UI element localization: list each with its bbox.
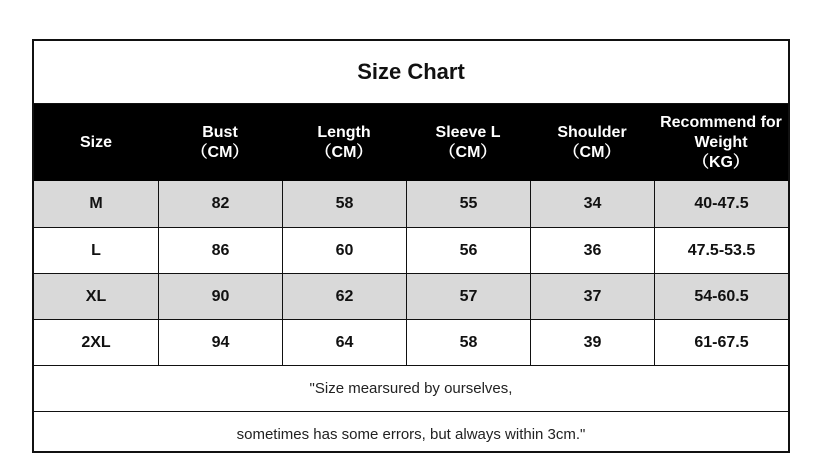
cell-sleeve: 58	[406, 320, 530, 365]
header-label: Weight	[694, 133, 748, 151]
header-label: Sleeve L	[435, 123, 501, 141]
note-line-1: "Size mearsured by ourselves,	[34, 365, 788, 411]
table-body	[34, 181, 788, 365]
header-unit: （CM）	[563, 143, 621, 161]
cell-bust: 94	[158, 320, 282, 365]
header-weight	[654, 104, 788, 181]
cell-length: 60	[282, 228, 406, 273]
cell-size: XL	[85, 287, 107, 305]
cell-size: M	[89, 195, 103, 212]
cell-shoulder: 37	[530, 274, 654, 319]
header-unit: （KG）	[692, 153, 749, 171]
header-shoulder	[530, 104, 654, 181]
cell-shoulder: 39	[530, 320, 654, 365]
cell-weight: 40-47.5	[654, 181, 788, 227]
cell-weight: 47.5-53.5	[654, 228, 788, 273]
header-length	[282, 104, 406, 181]
header-label: Recommend for	[660, 113, 782, 131]
size-chart	[32, 39, 790, 453]
header-unit: （CM）	[315, 143, 373, 161]
header-unit: （CM）	[191, 143, 249, 161]
header-sleeve	[406, 104, 530, 181]
header-label: Bust	[202, 123, 238, 141]
cell-sleeve: 56	[406, 228, 530, 273]
table-row	[34, 181, 788, 227]
chart-title: Size Chart	[34, 41, 788, 104]
cell-length: 58	[282, 181, 406, 227]
cell-length: 64	[282, 320, 406, 365]
cell-size: L	[91, 241, 101, 259]
cell-size: 2XL	[81, 333, 111, 351]
cell-bust: 82	[158, 181, 282, 227]
header-label: Shoulder	[557, 123, 627, 141]
cell-weight: 61-67.5	[654, 320, 788, 365]
cell-sleeve: 55	[406, 181, 530, 227]
header-size	[34, 104, 158, 181]
table-row	[34, 227, 788, 273]
table-header	[34, 104, 788, 181]
table-row	[34, 273, 788, 319]
cell-bust: 90	[158, 274, 282, 319]
cell-length: 62	[282, 274, 406, 319]
note-line-2: sometimes has some errors, but always within 3cm."	[34, 411, 788, 457]
cell-bust: 86	[158, 228, 282, 273]
cell-weight: 54-60.5	[654, 274, 788, 319]
table-row	[34, 319, 788, 365]
header-bust	[158, 104, 282, 181]
cell-shoulder: 34	[530, 181, 654, 227]
header-label: Size	[79, 133, 112, 151]
cell-sleeve: 57	[406, 274, 530, 319]
header-unit: （CM）	[439, 143, 497, 161]
cell-shoulder: 36	[530, 228, 654, 273]
header-label: Length	[317, 123, 371, 141]
